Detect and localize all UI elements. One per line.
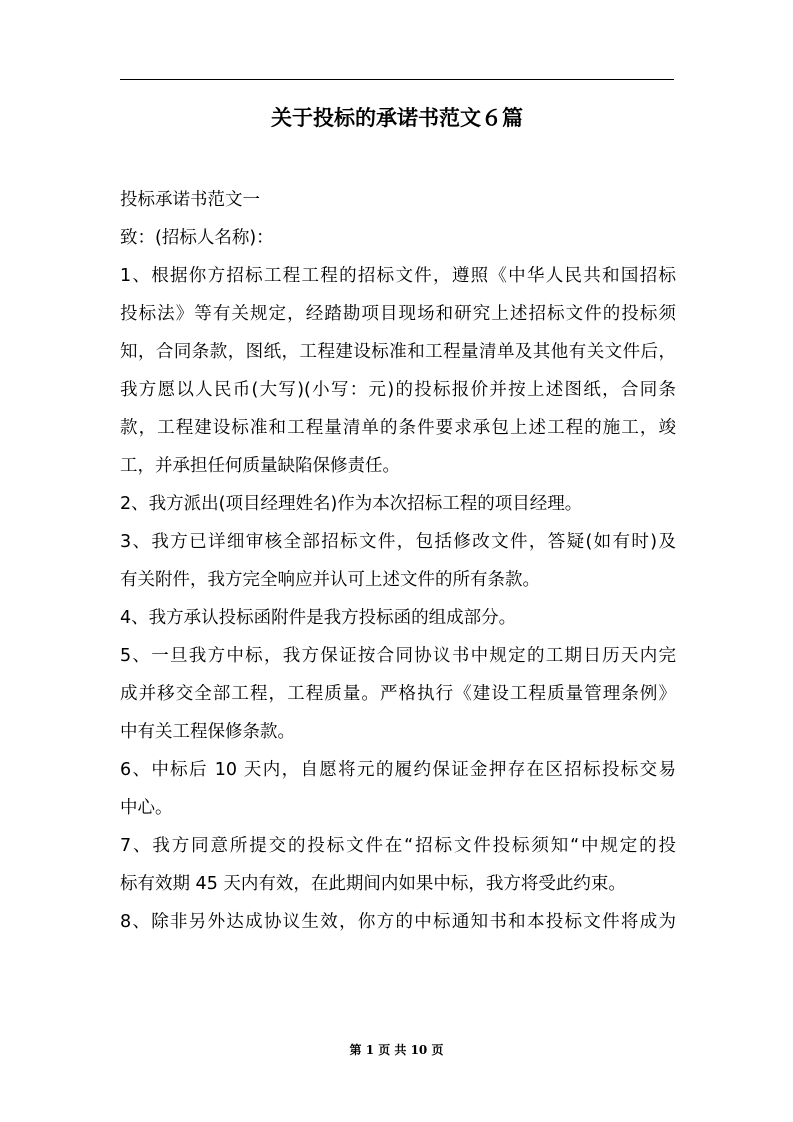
body-line: 标有效期 45 天内有效，在此期间内如果中标，我方将受此约束。: [120, 874, 626, 894]
body-line: 成并移交全部工程，工程质量。严格执行《建设工程质量管理条例》: [120, 684, 676, 704]
body-line: 2、我方派出(项目经理姓名)作为本次招标工程的项目经理。: [120, 494, 583, 514]
body-line: 8、除非另外达成协议生效，你方的中标通知书和本投标文件将成为: [120, 912, 676, 932]
body-line: 投标法》等有关规定，经踏勘项目现场和研究上述招标文件的投标须: [120, 304, 676, 324]
document-title: 关于投标的承诺书范文６篇: [271, 106, 523, 130]
body-line: 1、根据你方招标工程工程的招标文件，遵照《中华人民共和国招标: [120, 266, 676, 286]
body-line: 中心。: [120, 798, 173, 818]
document-body: [120, 181, 676, 941]
body-line: 3、我方已详细审核全部招标文件，包括修改文件，答疑(如有时)及: [120, 532, 676, 552]
body-line: 5、一旦我方中标，我方保证按合同协议书中规定的工期日历天内完: [120, 646, 676, 666]
body-line: 款，工程建设标准和工程量清单的条件要求承包上述工程的施工，竣: [120, 418, 676, 438]
body-line: 6、中标后 10 天内，自愿将元的履约保证金押存在区招标投标交易: [120, 760, 676, 780]
header-rule: [120, 79, 674, 80]
body-line: 我方愿以人民币(大写)(小写：元)的投标报价并按上述图纸，合同条: [120, 380, 676, 400]
page-number-footer: 第 1 页 共 10 页: [349, 1043, 444, 1057]
body-line: 致：(招标人名称)：: [120, 228, 274, 248]
body-line: 中有关工程保修条款。: [120, 722, 295, 742]
body-line: 工，并承担任何质量缺陷保修责任。: [120, 456, 400, 476]
body-line: 7、我方同意所提交的投标文件在“招标文件投标须知“中规定的投: [120, 836, 676, 856]
body-line: 4、我方承认投标函附件是我方投标函的组成部分。: [120, 608, 517, 628]
body-line: 知，合同条款，图纸，工程建设标准和工程量清单及其他有关文件后，: [120, 342, 676, 362]
body-line: 有关附件，我方完全响应并认可上述文件的所有条款。: [120, 570, 540, 590]
body-line: 投标承诺书范文一: [120, 190, 260, 210]
